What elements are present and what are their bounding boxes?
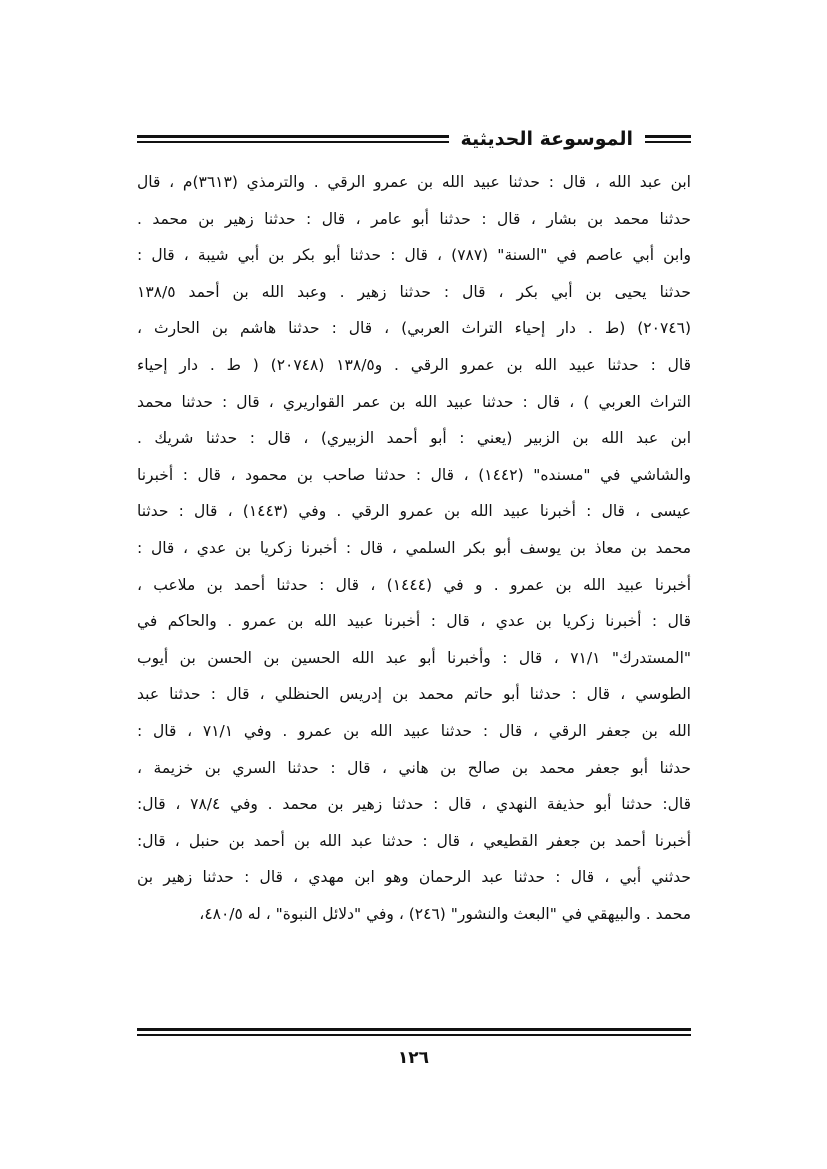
footer-rule — [137, 1028, 691, 1036]
page-number: ١٢٦ — [397, 1048, 430, 1068]
text-line: أخبرنا عبيد الله بن عمرو . و في (١٤٤٤) ، قال : حدثنا أحمد بن ملاعب ، — [137, 575, 691, 594]
text-line: حدثني أبي ، قال : حدثنا عبد الرحمان وهو ابن مهدي ، قال : حدثنا زهير بن — [137, 868, 691, 887]
text-line: الله بن جعفر الرقي ، قال : حدثنا عبيد الله بن عمرو . وفي ٧١/١ ، قال : — [137, 721, 691, 740]
page-title: الموسوعة الحديثية — [460, 128, 633, 150]
text-line: "المستدرك" ٧١/١ ، قال : وأخبرنا أبو عبد الله الحسين بن الحسن بن أيوب — [137, 648, 691, 667]
text-line: محمد بن معاذ بن يوسف أبو بكر السلمي ، قال : أخبرنا زكريا بن عدي ، قال : — [137, 538, 691, 557]
text-line: حدثنا أبو جعفر محمد بن صالح بن هاني ، قال : حدثنا السري بن خزيمة ، — [137, 758, 691, 777]
text-line: عيسى ، قال : أخبرنا عبيد الله بن عمرو الرقي . وفي (١٤٤٣) ، قال : حدثنا — [137, 502, 691, 521]
text-line: قال: حدثنا أبو حذيفة النهدي ، قال : حدثنا زهير بن محمد . وفي ٧٨/٤ ، قال: — [137, 795, 691, 814]
text-line: قال : أخبرنا زكريا بن عدي ، قال : أخبرنا عبيد الله بن عمرو . والحاكم في — [137, 612, 691, 631]
page-header — [137, 124, 691, 154]
body-text — [137, 164, 691, 932]
header-rule-short — [645, 135, 691, 143]
text-line: وابن أبي عاصم في "السنة" (٧٨٧) ، قال : حدثنا أبو بكر بن أبي شيبة ، قال : — [137, 246, 691, 265]
text-line: أخبرنا أحمد بن جعفر القطيعي ، قال : حدثنا عبد الله بن أحمد بن حنبل ، قال: — [137, 831, 691, 850]
text-line: حدثنا يحيى بن أبي بكر ، قال : حدثنا زهير . وعبد الله بن أحمد ١٣٨/٥ — [137, 282, 691, 301]
text-line: حدثنا محمد بن بشار ، قال : حدثنا أبو عامر ، قال : حدثنا زهير بن محمد . — [137, 209, 691, 228]
text-line: الطوسي ، قال : حدثنا أبو حاتم محمد بن إدريس الحنظلي ، قال : حدثنا عبد — [137, 685, 691, 704]
text-line: والشاشي في "مسنده" (١٤٤٢) ، قال : حدثنا صاحب بن محمود ، قال : أخبرنا — [137, 465, 691, 484]
text-line: قال : حدثنا عبيد الله بن عمرو الرقي . و١٣٨/٥ (٢٠٧٤٨) ( ط . دار إحياء — [137, 355, 691, 374]
text-line: ابن عبد الله ، قال : حدثنا عبيد الله بن عمرو الرقي . والترمذي (٣٦١٣)م ، قال — [137, 173, 691, 191]
header-rule-long — [137, 135, 449, 143]
text-line: محمد . والبيهقي في "البعث والنشور" (٢٤٦) ، وفي "دلائل النبوة" ، له ٤٨٠/٥، — [199, 904, 691, 923]
text-line: ابن عبد الله بن الزبير (يعني : أبو أحمد الزبيري) ، قال : حدثنا شريك . — [137, 429, 691, 448]
text-line: التراث العربي ) ، قال : حدثنا عبيد الله بن عمر القواريري ، قال : حدثنا محمد — [137, 392, 691, 411]
text-line: (٢٠٧٤٦) (ط . دار إحياء التراث العربي) ، قال : حدثنا هاشم بن الحارث ، — [137, 319, 691, 338]
